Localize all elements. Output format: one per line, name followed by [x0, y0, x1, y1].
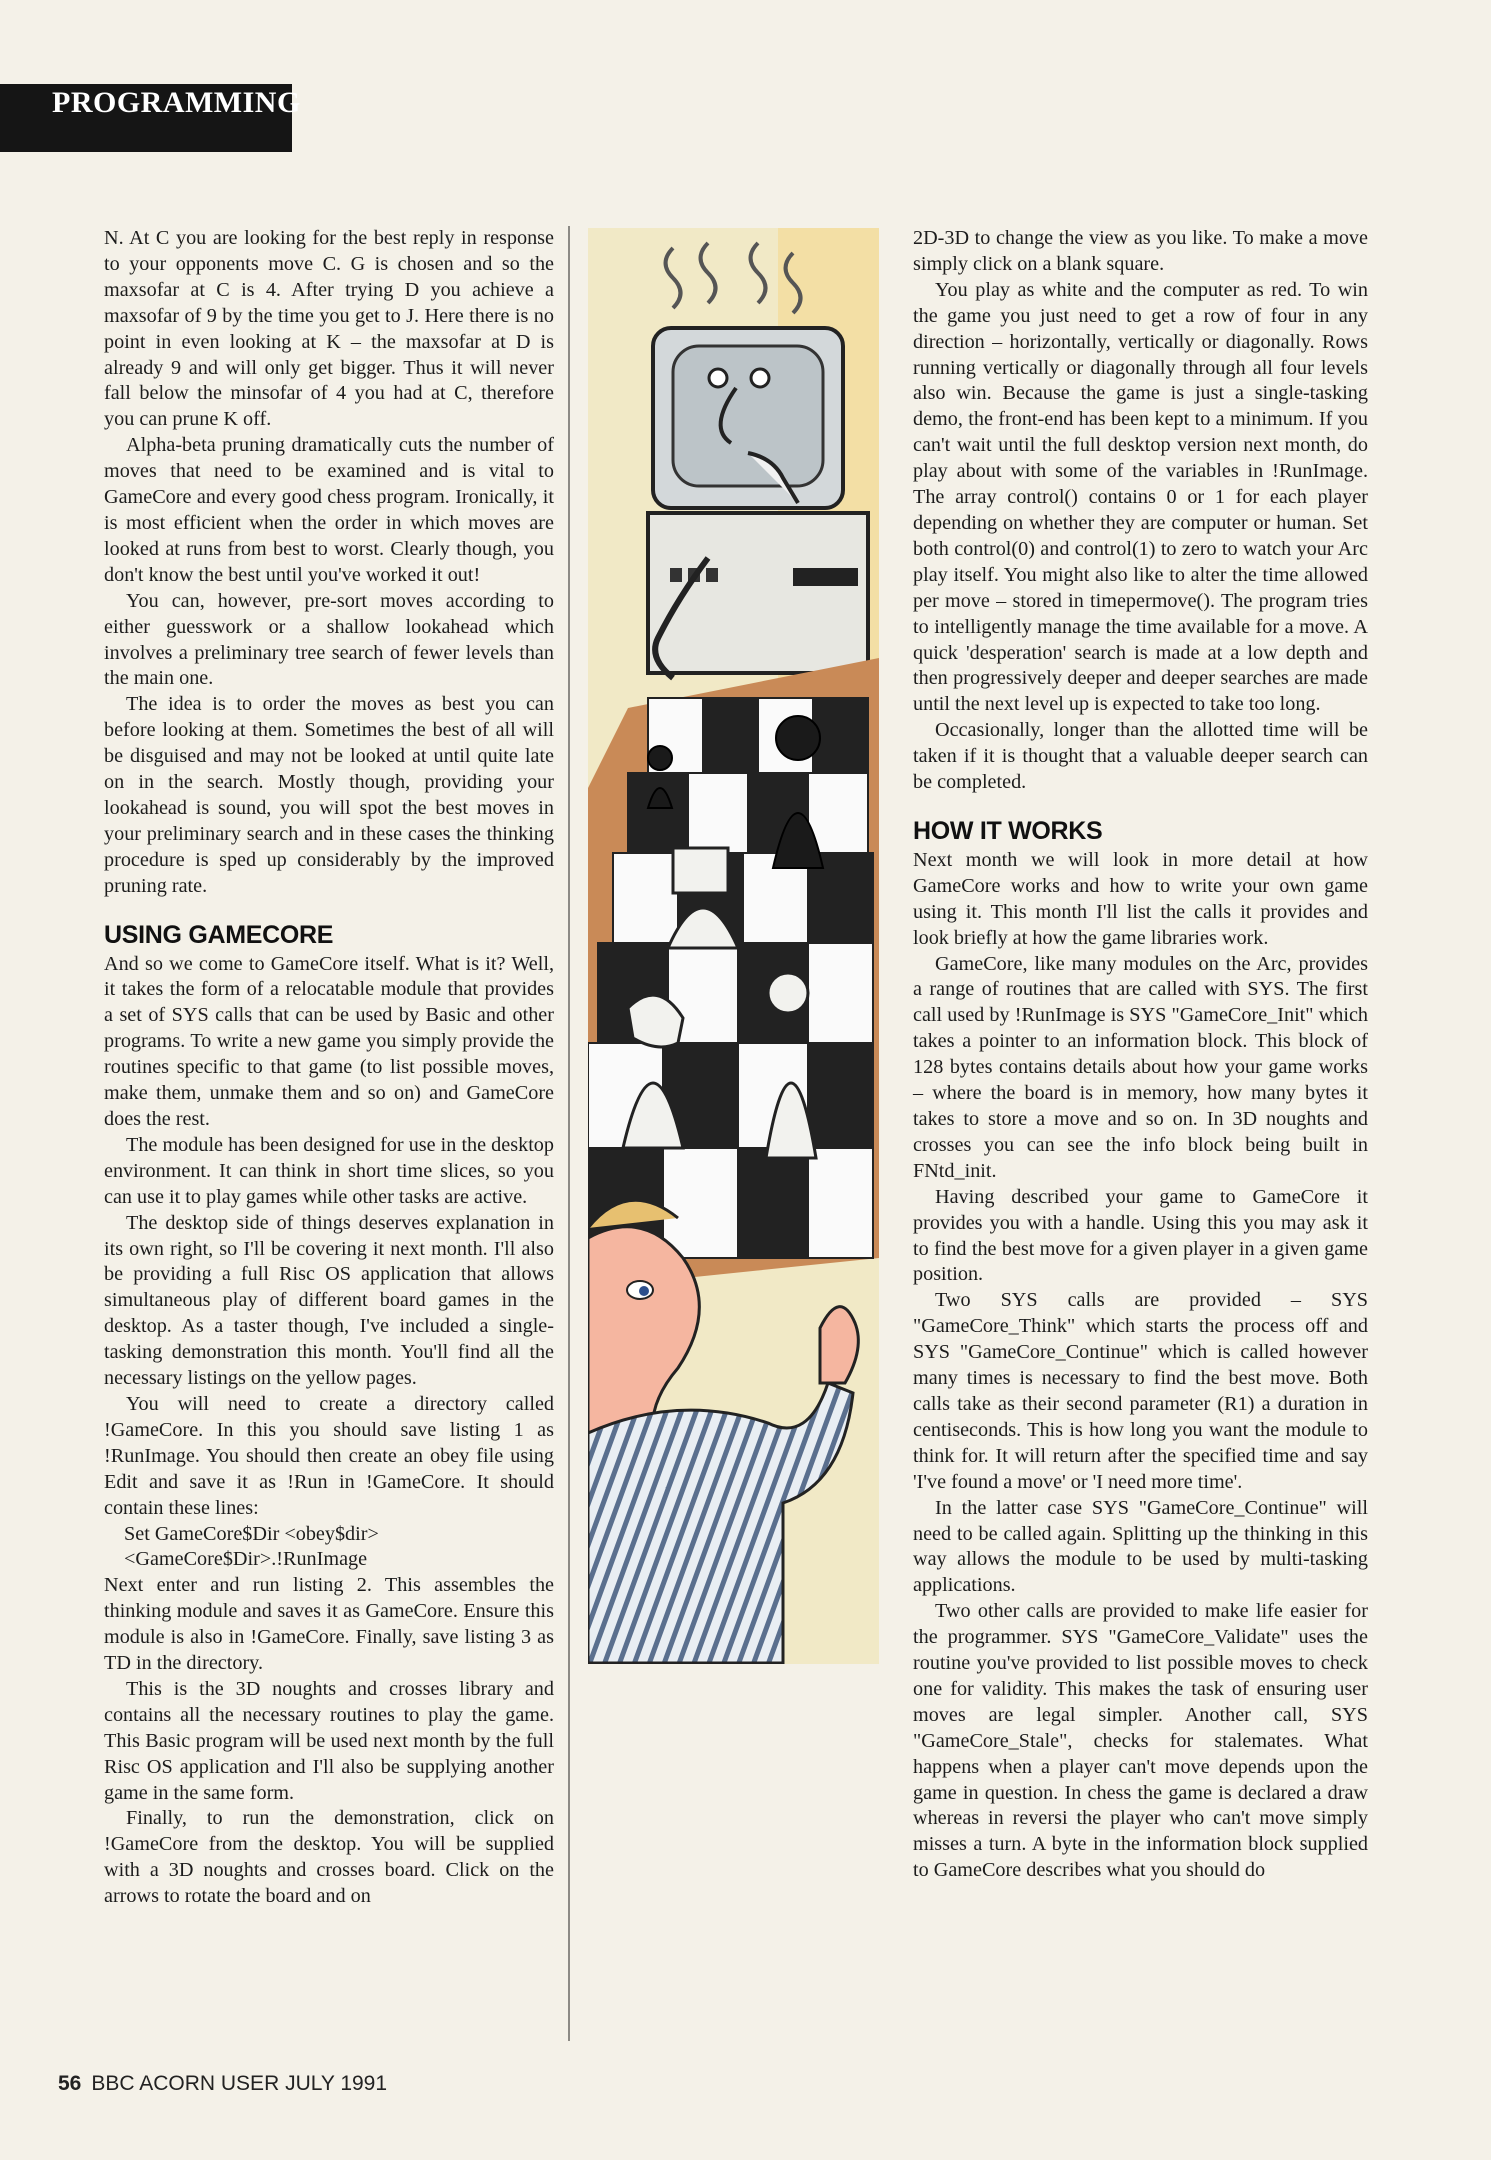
paragraph: Occasionally, longer than the allotted time will be taken if it is thought that a valuable deeper search can be completed. — [913, 719, 1368, 794]
paragraph: In the latter case SYS "GameCore_Continue" will need to be called again. Splitting up the thinking in this way allows the module to be used by multi-tasking applications. — [913, 1496, 1368, 1597]
chess-illustration — [588, 228, 879, 1664]
chess-illustration-svg — [588, 228, 879, 1664]
paragraph: <GameCore$Dir>.!RunImage — [124, 1548, 368, 1571]
paragraph: The module has been designed for use in the desktop environment. It can think in short time slices, so you can use it to play games while other tasks are active. — [104, 1133, 554, 1208]
left-column — [104, 226, 554, 1910]
section-heading: USING GAMECORE — [104, 920, 334, 949]
paragraph: Having described your game to GameCore it provides you with a handle. Using this you may ask it to find the best move for a given player in a given game position. — [913, 1185, 1368, 1286]
page-footer — [58, 2072, 387, 2096]
paragraph: Next enter and run listing 2. This assembles the thinking module and saves it as GameCore. Ensure this module is also in !GameCore. Finally, save listing 3 as TD in the directory. — [104, 1574, 554, 1675]
paragraph: This is the 3D noughts and crosses library and contains all the necessary routines to play the game. This Basic program will be used next month by the full Risc OS application and I'll also be supplying another game in the same form. — [104, 1677, 554, 1804]
paragraph: You can, however, pre-sort moves according to either guesswork or a shallow lookahead which involves a preliminary tree search of fewer levels than the main one. — [104, 589, 554, 690]
paragraph: GameCore, like many modules on the Arc, provides a range of routines that are called with SYS. The first call used by !RunImage is SYS "GameCore_Init" which takes a pointer to an information block. This block of 128 bytes contains details about how your game works – where the board is in memory, how many bytes it takes to store a move and so on. In 3D noughts and crosses you can see the info block being built in FNtd_init. — [913, 952, 1368, 1182]
publication-title: BBC ACORN USER JULY 1991 — [91, 2072, 388, 2095]
paragraph: The idea is to order the moves as best you can before looking at them. Sometimes the best of all will be disguised and may not be looked at until quite late on in the search. Mostly though, providing your lookahead is sound, you will spot the best moves in your preliminary search and in these cases the thinking procedure is sped up considerably by the improved pruning rate. — [104, 693, 554, 897]
page-number: 56 — [58, 2072, 82, 2095]
paragraph: The desktop side of things deserves explanation in its own right, so I'll be covering it next month. I'll also be providing a full Risc OS application that allows simultaneous play of different board games in the desktop. As a taster though, I've included a single-tasking demonstration this month. You'll find all the necessary listings on the yellow pages. — [104, 1211, 554, 1390]
paragraph: Next month we will look in more detail at how GameCore works and how to write your own game using it. This month I'll list the calls it provides and look briefly at how the game libraries work. — [913, 848, 1368, 949]
paragraph: Set GameCore$Dir <obey$dir> — [124, 1522, 379, 1545]
paragraph: Two SYS calls are provided – SYS "GameCore_Think" which starts the process off and SYS "GameCore_Continue" which is called however many times is necessary to find the best move. Both calls take as their second parameter (R1) a duration in centiseconds. This is how long you want the module to think for. It will return after the specified time and say 'I've found a move' or 'I need more time'. — [913, 1289, 1368, 1493]
paragraph: You play as white and the computer as red. To win the game you just need to get a row of four in any direction – horizontally, vertically or diagonally. Rows running vertically or diagonally through all four levels also win. Because the game is just a single-tasking demo, the front-end has been kept to a minimum. If you can't wait until the full desktop version next month, do play about with some of the variables in !RunImage. The array control() contains 0 or 1 for each player depending on whether they are computer or human. Set both control(0) and control(1) to zero to watch your Arc play itself. You might also like to alter the time allowed per move – stored in timepermove(). The program tries to intelligently manage the time available for a move. A quick 'desperation' search is made at a low depth and then progressively deeper and deeper searches are made until the next level up is expected to take too long. — [913, 278, 1368, 716]
paragraph: Alpha-beta pruning dramatically cuts the number of moves that need to be examined and is vital to GameCore and every good chess program. Ironically, it is most efficient when the order in which moves are looked at runs from best to worst. Clearly though, you don't know the best until you've worked it out! — [104, 434, 554, 586]
paragraph: 2D-3D to change the view as you like. To make a move simply click on a blank square. — [913, 227, 1368, 275]
paragraph: And so we come to GameCore itself. What is it? Well, it takes the form of a relocatable module that provides a set of SYS calls that can be used by Basic and other programs. To write a new game you simply provide the routines specific to that game (to list possible moves, make them, unmake them and so on) and GameCore does the rest. — [104, 952, 554, 1130]
paragraph: Two other calls are provided to make life easier for the programmer. SYS "GameCore_Validate" uses the routine you've provided to list possible moves to check one for validity. This makes the task of ensuring user moves are legal simpler. Another call, SYS "GameCore_Stale", checks for stalemates. What happens when a player can't move depends upon the game in question. In chess the game is declared a draw whereas in reversi the player who can't move simply misses a turn. A byte in the information block supplied to GameCore describes what you should do — [913, 1600, 1368, 1882]
paragraph: You will need to create a directory called !GameCore. In this you should save listing 1 as !RunImage. You should then create an obey file using Edit and save it as !Run in !GameCore. It should contain these lines: — [104, 1392, 554, 1519]
right-column — [913, 226, 1368, 1884]
column-rule — [568, 226, 570, 2041]
chess-board — [588, 698, 873, 1258]
paragraph: Finally, to run the demonstration, click on !GameCore from the desktop. You will be supplied with a 3D noughts and crosses board. Click on the arrows to rotate the board and on — [104, 1807, 554, 1908]
section-label: PROGRAMMING — [52, 86, 301, 119]
paragraph: N. At C you are looking for the best reply in response to your opponents move C. G is chosen and so the maxsofar at C is 4. After trying D you achieve a maxsofar of 9 by the time you get to J. Here there is no point in even looking at K – the maxsofar at D is already 9 and will only get bigger. Thus it will never fall below the minsofar of 4 you had at C, therefore you can prune K off. — [104, 227, 554, 431]
section-heading: HOW IT WORKS — [913, 816, 1103, 845]
